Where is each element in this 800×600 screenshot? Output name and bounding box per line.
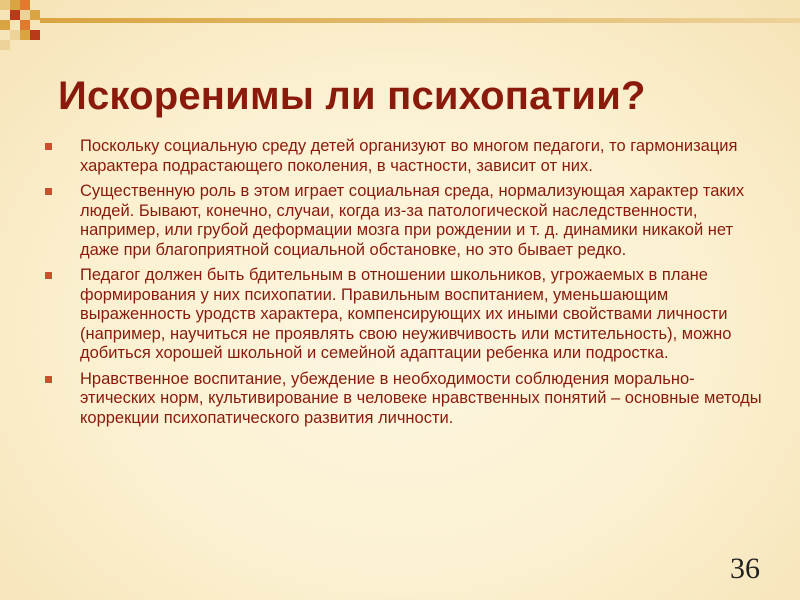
decor-square [0,40,10,50]
decor-square [30,10,40,20]
decor-square [20,10,30,20]
bullet-item [45,182,765,260]
square-bullet-icon [45,376,52,383]
bullet-list [45,137,765,434]
corner-decoration [0,0,800,50]
bullet-text: Поскольку социальную среду детей организуют во многом педагоги, то гармонизация характера подрастающего поколения, в частности, зависит от них. [80,137,738,175]
square-bullet-icon [45,272,52,279]
bullet-item [45,266,765,364]
slide-title: Искоренимы ли психопатии? [58,74,646,118]
bullet-text: Педагог должен быть бдительным в отношении школьников, угрожаемых в плане формирования у них психопатии. Правильным воспитанием, уменьшающим выраженность уродств характера, компенсирующих их иными свойствами личности (например, научиться не проявлять свою неуживчивость или мстительность), можно добиться хорошей школьной и семейной адаптации ребенка или подростка. [80,266,732,362]
decor-square [0,20,10,30]
top-accent-bar [40,18,800,23]
bullet-text: Существенную роль в этом играет социальная среда, нормализующая характер таких людей. Бывают, конечно, случаи, когда из-за патологической наследственности, например, или грубой деформации мозга при рождении и т. д. динамики никакой нет даже при благоприятной социальной обстановке, но это бывает редко. [80,182,745,259]
bullet-item [45,370,765,429]
decor-square [10,30,20,40]
page-number: 36 [730,552,760,585]
decor-square [30,30,40,40]
decor-square [0,0,10,10]
decor-square [20,20,30,30]
decor-square [10,10,20,20]
square-bullet-icon [45,143,52,150]
square-bullet-icon [45,188,52,195]
bullet-text: Нравственное воспитание, убеждение в необходимости соблюдения морально-этических норм, культивирование в человеке нравственных понятий – основные методы коррекции психопатического развития личности. [80,369,762,427]
decor-square [10,0,20,10]
decor-square [20,0,30,10]
decor-square [20,30,30,40]
bullet-item [45,137,765,176]
